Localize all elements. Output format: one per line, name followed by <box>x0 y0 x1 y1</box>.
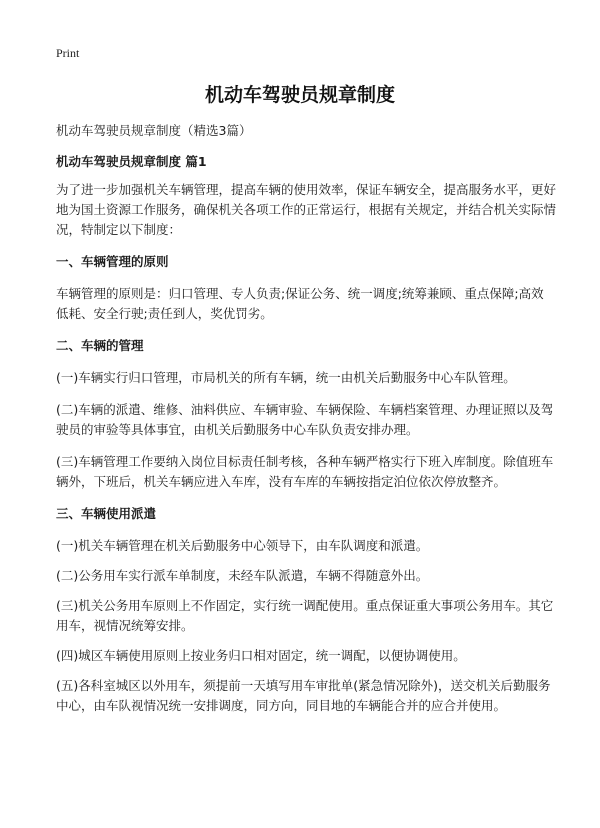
intro-paragraph: 为了进一步加强机关车辆管理，提高车辆的使用效率，保证车辆安全，提高服务水平，更好地为国土资源工作服务，确保机关各项工作的正常运行，根据有关规定，并结合机关实际情况，特制定以下制度： <box>56 182 557 237</box>
document-body <box>56 180 556 728</box>
paragraph-dispatch-5: (五)各科室城区以外用车，须提前一天填写用车审批单(紧急情况除外)，送交机关后勤服务中心，由车队视情况统一安排调度，同方向，同目地的车辆能合并的应合并使用。 <box>56 678 551 713</box>
page-title: 机动车驾驶员规章制度 <box>204 84 395 106</box>
paragraph-dispatch-1: (一)机关车辆管理在机关后勤服务中心领导下，由车队调度和派遣。 <box>56 538 429 553</box>
paragraph-dispatch-4: (四)城区车辆使用原则上按业务归口相对固定，统一调配，以便协调使用。 <box>56 648 466 663</box>
paragraph-dispatch-3: (三)机关公务用车原则上不作固定，实行统一调配使用。重点保证重大事项公务用车。其它用车，视情况统筹安排。 <box>56 598 554 633</box>
paragraph-management-1: (一)车辆实行归口管理，市局机关的所有车辆，统一由机关后勤服务中心车队管理。 <box>56 370 516 385</box>
paragraph-management-3: (三)车辆管理工作要纳入岗位目标责任制考核，各种车辆严格实行下班入库制度。除值班车辆外，下班后，机关车辆应进入车库，没有车库的车辆按指定泊位依次停放整齐。 <box>56 454 554 489</box>
paragraph-management-2: (二)车辆的派遣、维修、油料供应、车辆审验、车辆保险、车辆档案管理、办理证照以及驾驶员的审验等具体事宜，由机关后勤服务中心车队负责安排办理。 <box>56 402 554 437</box>
heading-vehicle-dispatch: 三、车辆使用派遣 <box>56 506 157 521</box>
paragraph-principles: 车辆管理的原则是：归口管理、专人负责;保证公务、统一调度;统筹兼顾、重点保障;高效低耗、安全行驶;责任到人，奖优罚劣。 <box>56 286 544 321</box>
print-label[interactable]: Print <box>56 46 80 60</box>
heading-principles: 一、车辆管理的原则 <box>56 254 169 269</box>
document-subtitle: 机动车驾驶员规章制度（精选3篇） <box>56 123 252 138</box>
section-title: 机动车驾驶员规章制度 篇1 <box>56 154 207 169</box>
heading-vehicle-management: 二、车辆的管理 <box>56 338 144 353</box>
paragraph-dispatch-2: (二)公务用车实行派车单制度，未经车队派遣，车辆不得随意外出。 <box>56 568 429 583</box>
